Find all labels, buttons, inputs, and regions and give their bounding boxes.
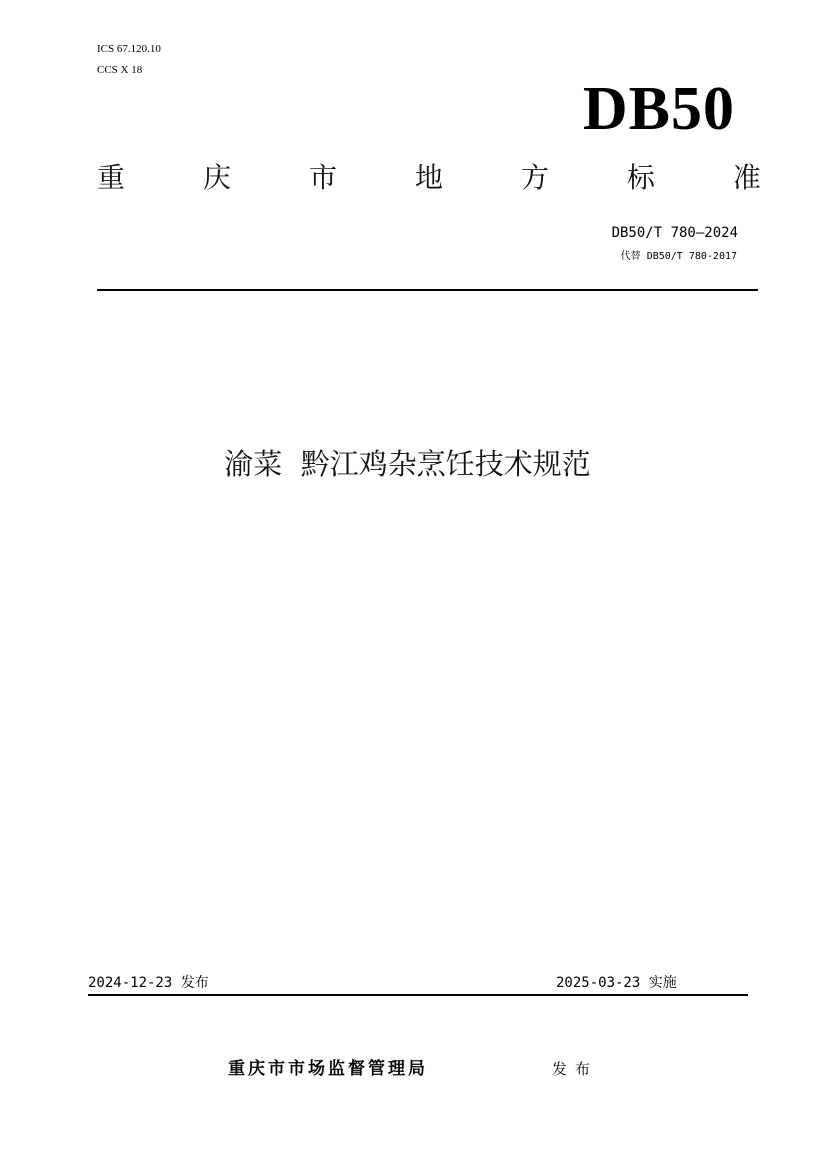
ccs-code: CCS X 18: [97, 64, 143, 76]
header-divider: [97, 289, 758, 291]
category-char: 重: [97, 161, 126, 194]
implement-date: 2025-03-23 实施: [556, 975, 677, 991]
standard-category-title: [97, 160, 761, 196]
issuing-authority: 重庆市市场监督管理局: [228, 1059, 428, 1079]
footer-divider: [88, 994, 748, 996]
document-title: 渝菜 黔江鸡杂烹饪技术规范: [224, 447, 591, 481]
replaces-standard: 代替 DB50/T 780-2017: [620, 251, 737, 262]
category-char: 庆: [202, 161, 231, 194]
category-char: 市: [308, 161, 337, 194]
standard-number: DB50/T 780—2024: [611, 225, 738, 241]
standard-mark: DB50: [582, 75, 735, 143]
category-char: 标: [626, 161, 655, 194]
issue-label: 发布: [552, 1060, 599, 1078]
ics-code: ICS 67.120.10: [97, 43, 161, 55]
publish-date: 2024-12-23 发布: [88, 975, 209, 991]
category-char: 方: [520, 161, 549, 194]
category-char: 地: [414, 161, 443, 194]
category-char: 准: [732, 161, 761, 194]
